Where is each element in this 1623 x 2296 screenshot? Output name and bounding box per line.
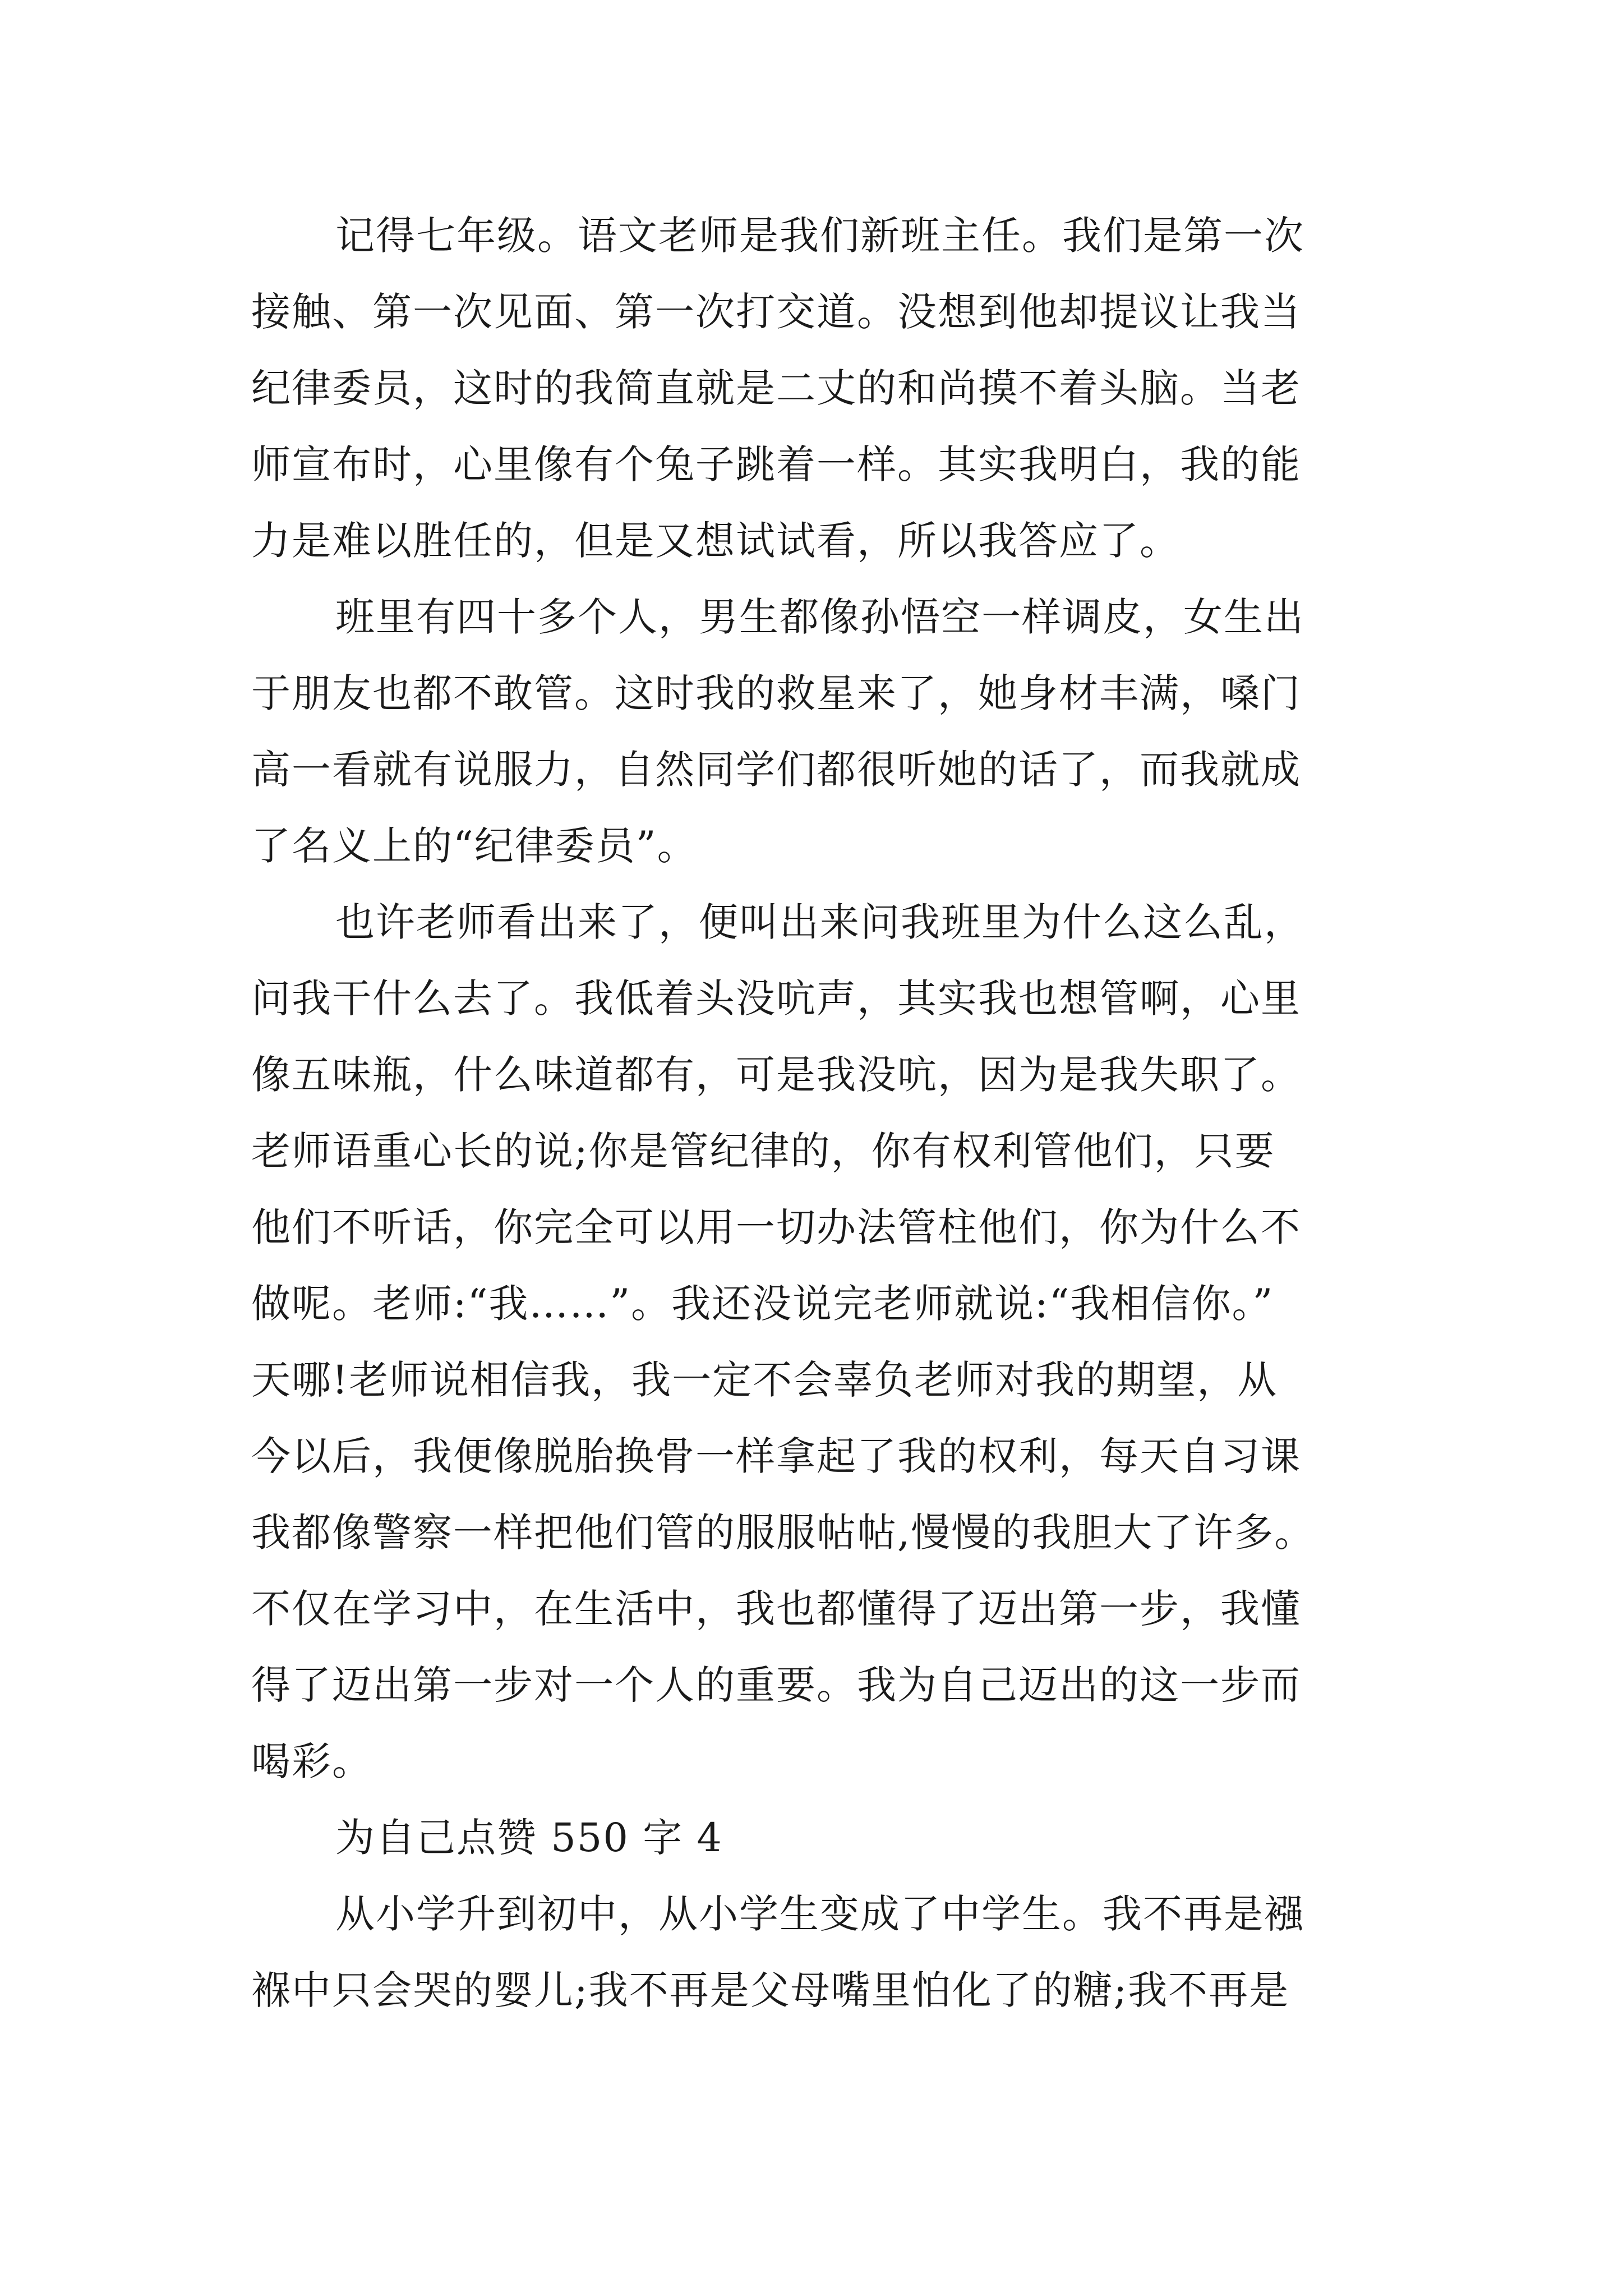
paragraph-2-line-2: 于朋友也都不敢管。这时我的救星来了，她身材丰满，嗓门 bbox=[251, 670, 1301, 716]
paragraph-3-line-9: 我都像警察一样把他们管的服服帖帖,慢慢的我胆大了许多。 bbox=[251, 1510, 1315, 1556]
paragraph-3-line-3: 像五味瓶，什么味道都有，可是我没吭，因为是我失职了。 bbox=[251, 1052, 1301, 1098]
paragraph-4-line-2: 褓中只会哭的婴儿;我不再是父母嘴里怕化了的糖;我不再是 bbox=[251, 1967, 1290, 2013]
paragraph-1-line-2: 接触、第一次见面、第一次打交道。没想到他却提议让我当 bbox=[251, 289, 1301, 335]
paragraph-3-line-8: 今以后，我便像脱胎换骨一样拿起了我的权利，每天自习课 bbox=[251, 1433, 1301, 1479]
section-heading: 为自己点赞 550 字 4 bbox=[335, 1815, 723, 1861]
paragraph-1-line-3: 纪律委员，这时的我简直就是二丈的和尚摸不着头脑。当老 bbox=[251, 365, 1301, 411]
paragraph-3-line-7: 天哪!老师说相信我，我一定不会辜负老师对我的期望，从 bbox=[251, 1357, 1278, 1403]
paragraph-3-line-1: 也许老师看出来了，便叫出来问我班里为什么这么乱， bbox=[335, 899, 1304, 945]
paragraph-3-line-2: 问我干什么去了。我低着头没吭声，其实我也想管啊，心里 bbox=[251, 976, 1301, 1022]
paragraph-3-line-4: 老师语重心长的说;你是管纪律的，你有权利管他们，只要 bbox=[251, 1128, 1275, 1174]
paragraph-3-line-5: 他们不听话，你完全可以用一切办法管柱他们，你为什么不 bbox=[251, 1204, 1301, 1250]
paragraph-2-line-3: 高一看就有说服力，自然同学们都很听她的话了，而我就成 bbox=[251, 747, 1301, 793]
paragraph-3-line-12: 喝彩。 bbox=[251, 1738, 372, 1784]
paragraph-1-line-1: 记得七年级。语文老师是我们新班主任。我们是第一次 bbox=[335, 213, 1304, 259]
paragraph-3-line-10: 不仅在学习中，在生活中，我也都懂得了迈出第一步，我懂 bbox=[251, 1586, 1301, 1632]
paragraph-4-line-1: 从小学升到初中，从小学生变成了中学生。我不再是襁 bbox=[335, 1891, 1304, 1937]
paragraph-1-line-5: 力是难以胜任的，但是又想试试看，所以我答应了。 bbox=[251, 518, 1180, 564]
document-body bbox=[251, 197, 1373, 2028]
paragraph-3-line-6: 做呢。老师:“我……”。我还没说完老师就说:“我相信你。” bbox=[251, 1281, 1274, 1327]
paragraph-2-line-1: 班里有四十多个人，男生都像孙悟空一样调皮，女生出 bbox=[335, 594, 1304, 640]
paragraph-2-line-4: 了名义上的“纪律委员”。 bbox=[251, 823, 698, 869]
paragraph-1-line-4: 师宣布时，心里像有个兔子跳着一样。其实我明白，我的能 bbox=[251, 441, 1301, 487]
paragraph-3-line-11: 得了迈出第一步对一个人的重要。我为自己迈出的这一步而 bbox=[251, 1662, 1301, 1708]
